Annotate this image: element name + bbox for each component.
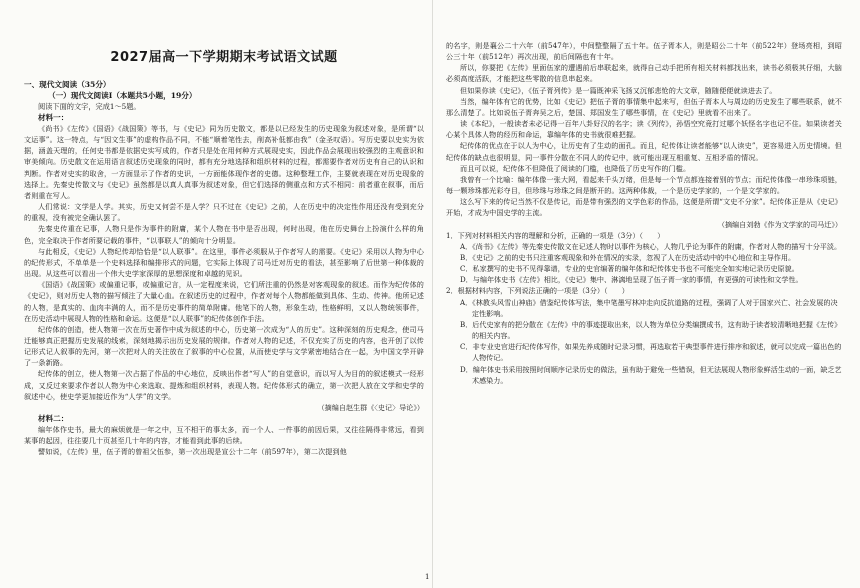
paragraph: 先秦史传重在记事，人物只是作为事件的附庸，某个人物在书中是否出现，何时出现，他在历史舞台上扮演什么样的角色，完全取决于作者所要记载的事件，“以事联人”的倾向十分明显。 [24,224,424,245]
paragraph: 纪传体的创造，使人物第一次在历史著作中成为叙述的中心，历史第一次成为“人的历史”。这种深刻的历史观念，使司马迁能够真正把握历史发展的线索，深刻地揭示出历史发展的规律。作者对人物的记述，不仅充实了历史的内容，也开创了以传记形式记人叙事的先河，第一次把对人的关注放在了叙事的中心位置，从而使史学与文学紧密地结合在一起，为中国文学开辟了一条新路。 [24,324,424,368]
paragraph: 纪传体的优点在于以人为中心，让历史有了生动的面孔。而且，纪传体让读者能够“以人读史”，更容易进入历史情境。但纪传体的缺点也很明显，同一事件分散在不同人的传记中，就可能出现互相重复、互相矛盾的情况。 [446,141,842,162]
right-column [446,0,842,386]
question-stem: 1．下列对材料相关内容的理解和分析，正确的一项是（3分）（ ） [446,230,665,240]
answer-option: C．非专业史官进行纪传体写作，如果先养成随时记录习惯，再选取若干典型事件进行排序和叙述，就可以完成一篇出色的人物传记。 [460,342,842,363]
paragraph: 所以，你要把《左传》里面伍家的遭遇前后串联起来，就得自己动手把所有相关材料都找出来，读书必须极其仔细，大脑必须高度活跃，才能把这些零散的信息串起来。 [446,63,842,84]
page-number: 1 [425,573,430,581]
paragraph: 与此相反，《史记》人物纪传却恰恰是“以人联事”。在这里，事件必须服从于作者写人的需要。《史记》采用以人物为中心的纪传形式，不单单是一个史料选择和编排形式的问题，它实际上体现了司马迁对历史的看法，甚至影响了后世第一种体裁的出现。从这些可以看出一个伟大史学家深厚的思想深度和卓越的见识。 [24,246,424,279]
section-heading: 一、现代文阅读（35分） [24,80,111,89]
paragraph: 我曾有一个比喻：编年体像一张大网，看起来千头万绪，但是每一个节点都连接着别的节点；而纪传体像一串珍珠项链，每一颗珍珠都光彩夺目，但珍珠与珍珠之间是断开的。这两种体裁，一个是历史学家的，一个是文学家的。 [446,174,842,196]
question-stem: 2．根据材料内容，下列说法正确的一项是（3分）（ ） [446,286,629,296]
source-citation: （摘编自刘勃《作为文学家的司马迁》） [717,219,842,229]
left-column [24,0,424,458]
paragraph: 《国语》《战国策》或偏重记事，或偏重记言，从一定程度来说，它们所注重的仍然是对客观现象的叙述。而作为纪传体的《史记》，则对历史人物的描写倾注了大量心血。在叙述历史的过程中，作者对每个人物都能做到具体、生动、传神。他所记述的人物，是真实的、血肉丰满的人，而不是历史事件的简单附庸。他笔下的人物，形象生动，性格鲜明，又以人物统领事件，在历史活动中展现人物的性格和命运。这便是“以人联事”的纪传体创作手法。 [24,280,424,323]
source-citation: （摘编自赵生群《〈史记〉导论》） [317,402,424,412]
paragraph: 但如果你读《史记》，《伍子胥列传》是一篇既神采飞扬又沉郁悲怆的大文章，随随便便就读进去了。 [460,85,777,95]
subsection-heading: （一）现代文阅读Ⅰ（本题共5小题，19分） [48,91,197,100]
exam-title: 2027届高一下学期期末考试语文试题 [110,50,338,65]
paragraph: 纪传体的创立，使人物第一次占据了作品的中心地位，反映出作者“写人”的自觉意识，而以写人为目的的叙述模式一经形成，又反过来要求作者以人物为中心来选取、提炼和组织材料，表现人物。纪传体形式的确立，第一次把人放在文学和史学的叙述中心，使史学更加接近作为“人学”的文学。 [24,369,424,401]
paragraph: 编年体作史书，最大的麻烦就是一年之中，互不相干的事太多，而一个人、一件事的前因后果，又往往隔得非常远，看到某事的起因，往往要几十页甚至几十年的内容，才能看到此事的后续。 [24,425,424,446]
answer-option: D．与编年体史书《左传》相比，《史记》集中、淋漓地呈现了伍子胥一家的事情，有更强的可读性和文学性。 [460,275,803,285]
paragraph: 而且可以说，纪传体不但降低了阅读的门槛，也降低了历史写作的门槛。 [460,163,691,173]
answer-option: B．后代史家有的把分散在《左传》中的事迹提取出来，以人物为单位分类编撰成书，这有助于读者较清晰地把握《左传》的相关内容。 [460,319,842,341]
paragraph: 这么写下来的传记当然不仅是传记，而是带有强烈的文学色彩的作品，这便是所谓“文史不分家”。纪传体正是从《史记》开始，才成为中国史学的主流。 [446,197,842,218]
answer-option: C．私家撰写的史书不见得靠谱，专业的史官编著的编年体和纪传体史书也不可能完全如实地记录历史原貌。 [460,264,799,274]
paragraph: 人们常说：文学是人学。其实，历史又何尝不是人学？只不过在《史记》之前，人在历史中的决定性作用还没有受到充分的重视，没有被完全确认罢了。 [24,202,424,223]
paragraph: 《尚书》《左传》《国语》《战国策》等书，与《史记》同为历史散文，都是以已经发生的历史现象为叙述对象，是所谓“以文运事”。这一特点，与“因文生事”的虚构作品不同，不能“顺着笔性去，削高补低都由我”（金圣叹语）。写历史要以史实为依据，涵盖天理的，任何史书都是依据史实写成的，作者只是处在用何种方式展现史实，因此作品会展现出较强烈的主观意识和审美倾向。历史散文在运用语言叙述历史现象的同时，都有充分地选择和组织材料的过程，都需要作者对历史有自己的认识和判断。作者对史实的取舍，一方面显示了作者的史识，一方面能体现作者的史德。这种整理工作，主要就表现在对历史现象的选择上。先秦史传散文与《史记》虽然都是以真人真事为叙述对象，但它们选择的侧重点和方式不相同：前者重在叙事，而后者则重在写人。 [24,124,424,200]
answer-option: A．《尚书》《左传》等先秦史传散文在记述人物时以事件为核心，人物几乎论为事件的附庸，作者对人物的描写十分平淡。 [460,241,842,251]
paragraph: 当然，编年体有它的优势，比如《史记》把伍子胥的事情集中起来写，但伍子胥本人与周边的历史发生了哪些联系，就不那么清楚了。比如说伍子胥奔吴之后，楚国、郑国发生了哪些事情，在《史记》里就看不出来了。 [446,96,842,117]
material-one-label: 材料一： [38,113,69,122]
paragraph: 的名字，则是襄公二十六年（前547年），中间整整隔了五十年。伍子胥本人，则是昭公二十年（前522年）登场亮相，到昭公三十年（前512年）再次出现，前后间隔也有十年。 [446,41,842,62]
paragraph: 譬如说，《左传》里，伍子胥的曾祖父伍参，第一次出现是宣公十二年（前597年），第二次提到他 [38,447,347,457]
page-fold-line [432,0,433,588]
answer-option: D．编年体史书采用按照时间顺序记录历史的做法，虽有助于避免一些错误，但无法展现人物形象鲜活生动的一面，缺乏艺术感染力。 [460,364,842,385]
material-two-label: 材料二： [38,414,69,424]
paragraph: 读《本纪》，一般读者未必记得一百年八卦好汉的名字；读《列传》，孙悟空究竟打过哪个妖怪名字也记不住。如果读者关心某个具体人物的经历和命运，靠编年体的史书就很难把握。 [446,119,842,140]
reading-instruction: 阅读下面的文字，完成1～5题。 [38,102,141,111]
answer-option: B．《史记》之前的史书只注重客观现象和外在情况的实录，忽视了人在历史活动中的中心地位和主导作用。 [460,252,796,262]
answer-option: A．《林教头风雪山神庙》借鉴纪传体写法，集中笔墨写林冲走向反抗道路的过程，强调了人对于国家兴亡、社会发展的决定性影响。 [460,297,838,318]
